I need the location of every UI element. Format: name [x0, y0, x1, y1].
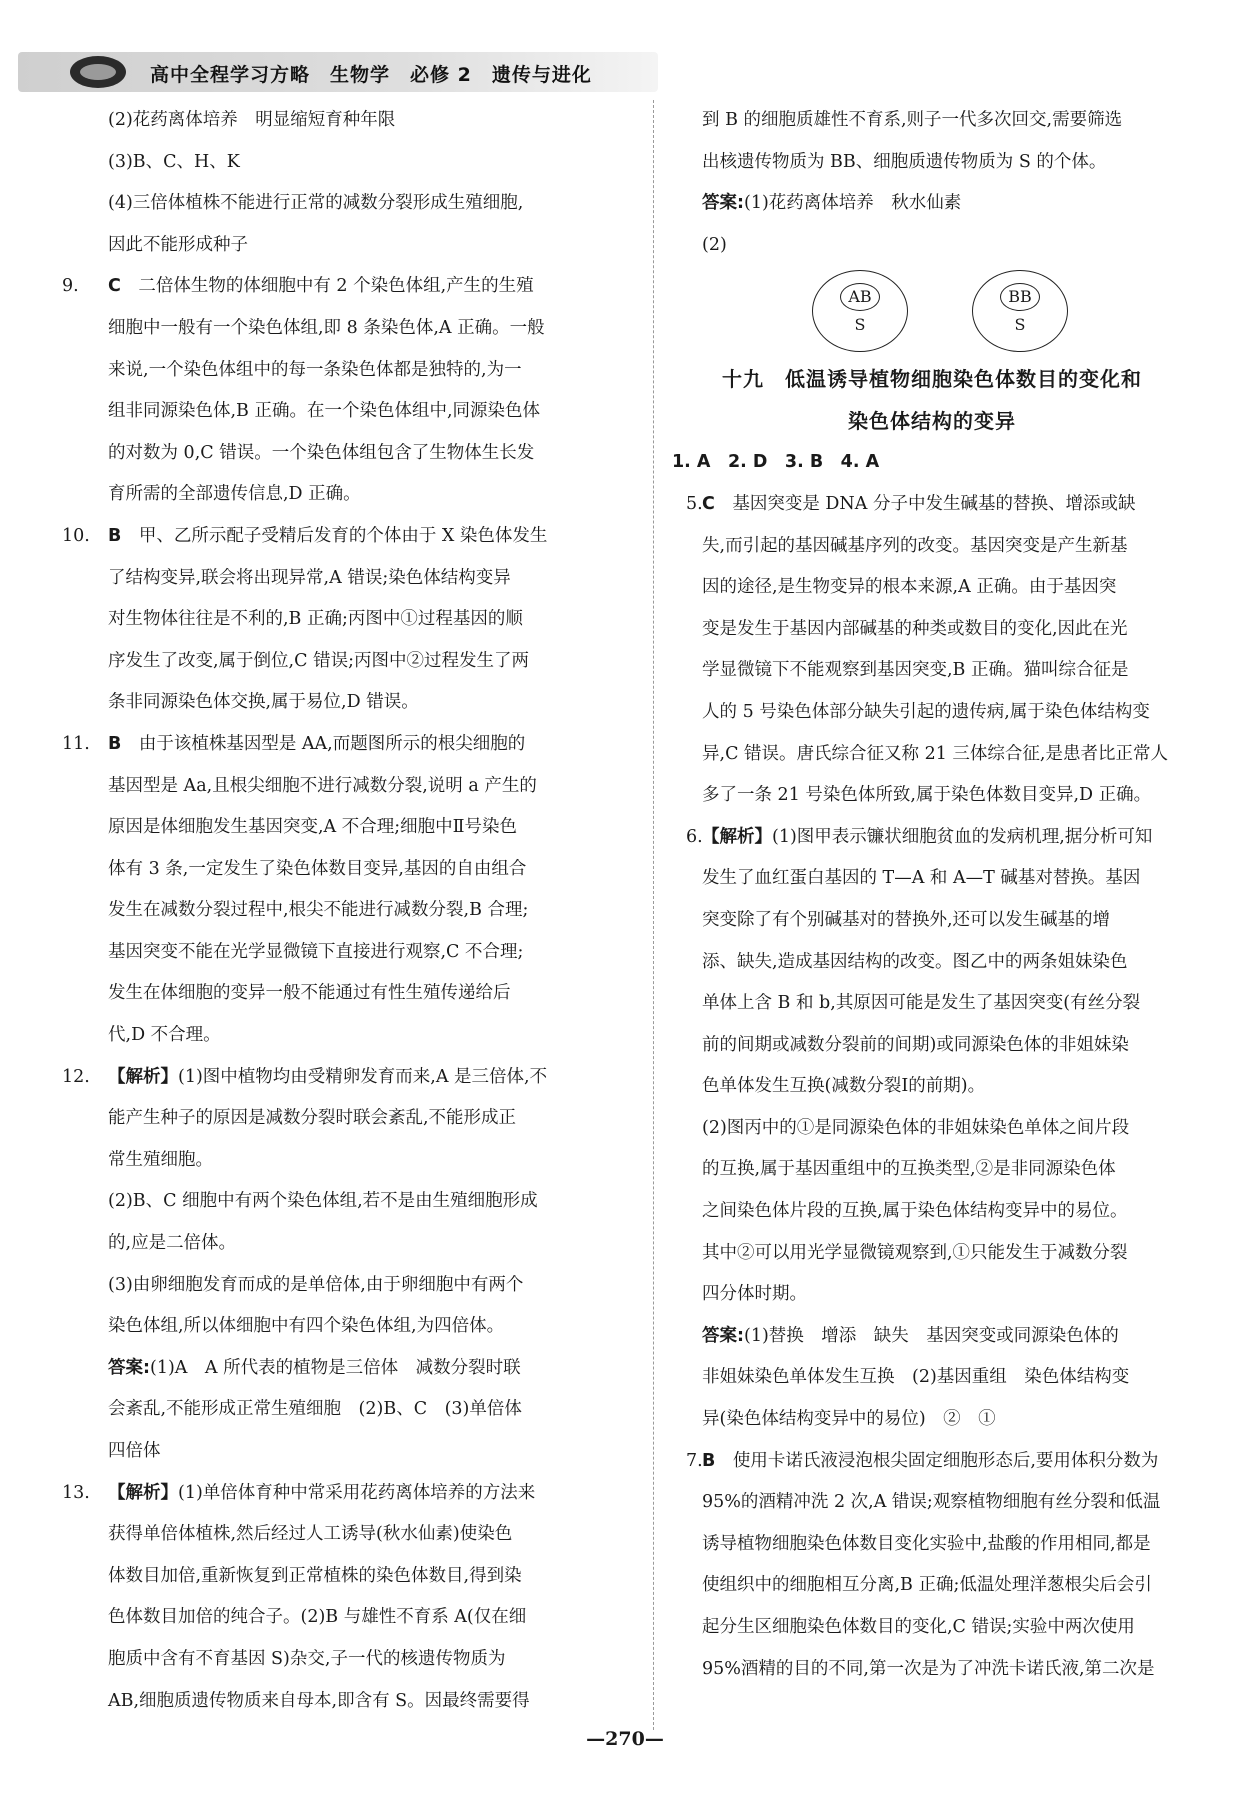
explanation-line: (1)图甲表示镰状细胞贫血的发病机理,据分析可知 — [772, 826, 1153, 847]
explanation-line: 序发生了改变,属于倒位,C 错误;丙图中②过程发生了两 — [108, 650, 529, 671]
question-number: 6. — [686, 826, 703, 847]
question-number: 7. — [686, 1450, 703, 1471]
explanation-line: 了结构变异,联会将出现异常,A 错误;染色体结构变异 — [108, 567, 511, 588]
explanation-line: 色体数目加倍的纯合子。(2)B 与雄性不育系 A(仅在细 — [108, 1607, 527, 1628]
explanation-line: 95%的酒精冲洗 2 次,A 错误;观察植物细胞有丝分裂和低温 — [702, 1492, 1161, 1513]
left-column — [62, 100, 638, 1722]
explanation-line: (2)图丙中的①是同源染色体的非姐妹染色单体之间片段 — [702, 1117, 1130, 1138]
explanation-line: 来说,一个染色体组中的每一条染色体都是独特的,为一 — [108, 359, 522, 380]
explanation-line: 基因型是 Aa,且根尖细胞不进行减数分裂,说明 a 产生的 — [108, 775, 537, 796]
answer-line: 非姐妹染色单体发生互换 (2)基因重组 染色体结构变 — [702, 1367, 1130, 1388]
explanation-line: 起分生区细胞染色体数目的变化,C 错误;实验中两次使用 — [702, 1617, 1135, 1637]
explanation-line: 基因突变是 DNA 分子中发生碱基的替换、增添或缺 — [714, 493, 1136, 514]
answer-letter: B — [108, 525, 122, 546]
answer-label: 答案: — [108, 1357, 150, 1378]
explanation-line: 之间染色体片段的互换,属于染色体结构变异中的易位。 — [702, 1201, 1128, 1222]
answer-line: (1)A A 所代表的植物是三倍体 减数分裂时联 — [150, 1357, 521, 1378]
answer-label: 答案: — [702, 1325, 744, 1346]
explanation-line: 变是发生于基因内部碱基的种类或数目的变化,因此在光 — [702, 618, 1128, 639]
section-title-line-2: 染色体结构的变异 — [848, 409, 1016, 434]
explanation-line: 的互换,属于基因重组中的互换类型,②是非同源染色体 — [702, 1159, 1116, 1180]
explanation-line: 使用卡诺氏液浸泡根尖固定细胞形态后,要用体积分数为 — [715, 1450, 1159, 1471]
explanation-line: 色单体发生互换(减数分裂Ⅰ的前期)。 — [702, 1076, 986, 1097]
question-number: 9. — [62, 276, 79, 297]
explanation-line: 对生物体往往是不利的,B 正确;丙图中①过程基因的顺 — [108, 609, 523, 630]
explanation-line: 甲、乙所示配子受精后发育的个体由于 X 染色体发生 — [121, 525, 548, 546]
explanation-line: 四分体时期。 — [702, 1284, 807, 1305]
section-title-line-1: 十九 低温诱导植物细胞染色体数目的变化和 — [722, 367, 1142, 392]
question-7 — [672, 1441, 1192, 1691]
right-column — [672, 100, 1192, 1690]
question-number: 10. — [62, 525, 90, 546]
explanation-line: 二倍体生物的体细胞中有 2 个染色体组,产生的生殖 — [120, 276, 534, 297]
analysis-label: 【解析】 — [108, 1482, 178, 1503]
explanation-line: 多了一条 21 号染色体所致,属于染色体数目变异,D 正确。 — [702, 785, 1152, 806]
explanation-line: 组非同源染色体,B 正确。在一个染色体组中,同源染色体 — [108, 401, 541, 422]
explanation-line: 常生殖细胞。 — [108, 1149, 213, 1170]
explanation-line: 原因是体细胞发生基因突变,A 不合理;细胞中Ⅱ号染色 — [108, 817, 518, 838]
answer-label: 答案: — [702, 193, 744, 214]
answer-letter: B — [702, 1450, 716, 1471]
explanation-line: 基因突变不能在光学显微镜下直接进行观察,C 不合理; — [108, 941, 524, 962]
explanation-line: 发生在减数分裂过程中,根尖不能进行减数分裂,B 合理; — [108, 900, 529, 921]
page-number: —270— — [586, 1728, 664, 1750]
explanation-line: 出核遗传物质为 BB、细胞质遗传物质为 S 的个体。 — [702, 151, 1107, 172]
answer-letter: B — [108, 733, 122, 754]
analysis-label: 【解析】 — [108, 1066, 178, 1087]
question-11 — [62, 724, 638, 1057]
page-header — [18, 52, 658, 92]
answer-line: (1)花药离体培养 秋水仙素 — [744, 193, 962, 214]
cell-ab-s — [812, 270, 908, 352]
question-12 — [62, 1057, 638, 1473]
explanation-line: 的,应是二倍体。 — [108, 1233, 237, 1254]
question-13 — [62, 1473, 638, 1723]
explanation-line: 95%酒精的目的不同,第一次是为了冲洗卡诺氏液,第二次是 — [702, 1658, 1155, 1679]
answer-line: 会紊乱,不能形成正常生殖细胞 (2)B、C (3)单倍体 — [108, 1399, 522, 1420]
answer-line: (1)替换 增添 缺失 基因突变或同源染色体的 — [744, 1325, 1119, 1346]
multiple-choice-answers: 1. A 2. D 3. B 4. A — [672, 452, 880, 473]
answer-letter: C — [108, 276, 121, 297]
explanation-line: 异,C 错误。唐氏综合征又称 21 三体综合征,是患者比正常人 — [702, 743, 1168, 764]
question-9 — [62, 266, 638, 516]
answer-8-part-2: (2)花药离体培养 明显缩短育种年限 — [108, 110, 396, 130]
cell-bb-s — [972, 270, 1068, 352]
answer-line: 四倍体 — [108, 1441, 161, 1461]
explanation-line: 代,D 不合理。 — [108, 1025, 221, 1046]
explanation-line: 胞质中含有不育基因 S)杂交,子一代的核遗传物质为 — [108, 1648, 506, 1669]
explanation-line: 能产生种子的原因是减数分裂时联会紊乱,不能形成正 — [108, 1108, 517, 1129]
explanation-line: 育所需的全部遗传信息,D 正确。 — [108, 484, 361, 505]
question-5 — [672, 484, 1192, 817]
question-number: 13. — [62, 1482, 90, 1503]
explanation-line: 发生了血红蛋白基因的 T—A 和 A—T 碱基对替换。基因 — [702, 868, 1141, 889]
explanation-line: 体有 3 条,一定发生了染色体数目变异,基因的自由组合 — [108, 858, 527, 879]
cell-diagram — [672, 266, 1192, 358]
explanation-line: 细胞中一般有一个染色体组,即 8 条染色体,A 正确。一般 — [108, 317, 545, 338]
explanation-line: 前的间期或减数分裂前的间期)或同源染色体的非姐妹染 — [702, 1034, 1129, 1055]
explanation-line: (1)单倍体育种中常采用花药离体培养的方法来 — [178, 1482, 536, 1503]
answer-8-part-4-line-1: (4)三倍体植株不能进行正常的减数分裂形成生殖细胞, — [108, 193, 524, 214]
question-10 — [62, 516, 638, 724]
explanation-line: 人的 5 号染色体部分缺失引起的遗传病,属于染色体结构变 — [702, 701, 1150, 722]
explanation-line: 学显微镜下不能观察到基因突变,B 正确。猫叫综合征是 — [702, 660, 1129, 681]
explanation-line: 由于该植株基因型是 AA,而题图所示的根尖细胞的 — [121, 733, 526, 754]
header-title: 高中全程学习方略 生物学 必修 2 遗传与进化 — [150, 64, 592, 86]
explanation-line: 的对数为 0,C 错误。一个染色体组包含了生物体生长发 — [108, 442, 535, 463]
explanation-line: 使组织中的细胞相互分离,B 正确;低温处理洋葱根尖后会引 — [702, 1575, 1152, 1596]
answer-letter: C — [702, 493, 715, 514]
column-divider — [653, 100, 654, 1730]
cytoplasm-label: S — [854, 315, 866, 335]
cytoplasm-label: S — [1014, 315, 1026, 335]
answer-line: 异(染色体结构变异中的易位) ② ① — [702, 1409, 996, 1430]
answer-line: (2) — [702, 234, 727, 255]
nucleus-label: AB — [840, 283, 880, 311]
question-number: 5. — [686, 493, 703, 514]
explanation-line: 添、缺失,造成基因结构的改变。图乙中的两条姐妹染色 — [702, 951, 1128, 972]
answer-8-part-4-line-2: 因此不能形成种子 — [108, 234, 248, 255]
explanation-line: 失,而引起的基因碱基序列的改变。基因突变是产生新基 — [702, 535, 1128, 556]
explanation-line: 诱导植物细胞染色体数目变化实验中,盐酸的作用相同,都是 — [702, 1533, 1151, 1554]
explanation-line: 条非同源染色体交换,属于易位,D 错误。 — [108, 692, 419, 713]
explanation-line: 单体上含 B 和 b,其原因可能是发生了基因突变(有丝分裂 — [702, 993, 1141, 1014]
explanation-line: 突变除了有个别碱基对的替换外,还可以发生碱基的增 — [702, 909, 1111, 930]
explanation-line: (3)由卵细胞发育而成的是单倍体,由于卵细胞中有两个 — [108, 1274, 524, 1295]
explanation-line: 其中②可以用光学显微镜观察到,①只能发生于减数分裂 — [702, 1242, 1128, 1263]
explanation-line: 获得单倍体植株,然后经过人工诱导(秋水仙素)使染色 — [108, 1524, 513, 1545]
answer-8-part-3: (3)B、C、H、K — [108, 151, 240, 172]
book-logo-icon — [70, 56, 126, 88]
explanation-line: 因的途径,是生物变异的根本来源,A 正确。由于基因突 — [702, 577, 1117, 598]
question-6 — [672, 817, 1192, 1441]
explanation-line: 到 B 的细胞质雄性不育系,则子一代多次回交,需要筛选 — [702, 110, 1123, 130]
question-number: 12. — [62, 1066, 90, 1087]
question-number: 11. — [62, 733, 90, 754]
explanation-line: 发生在体细胞的变异一般不能通过有性生殖传递给后 — [108, 983, 511, 1004]
analysis-label: 【解析】 — [702, 826, 772, 847]
explanation-line: (2)B、C 细胞中有两个染色体组,若不是由生殖细胞形成 — [108, 1191, 538, 1212]
explanation-line: (1)图中植物均由受精卵发育而来,A 是三倍体,不 — [178, 1066, 548, 1087]
explanation-line: 染色体组,所以体细胞中有四个染色体组,为四倍体。 — [108, 1316, 505, 1337]
explanation-line: 体数目加倍,重新恢复到正常植株的染色体数目,得到染 — [108, 1565, 522, 1586]
nucleus-label: BB — [1000, 283, 1040, 311]
explanation-line: AB,细胞质遗传物质来自母本,即含有 S。因最终需要得 — [108, 1690, 530, 1711]
